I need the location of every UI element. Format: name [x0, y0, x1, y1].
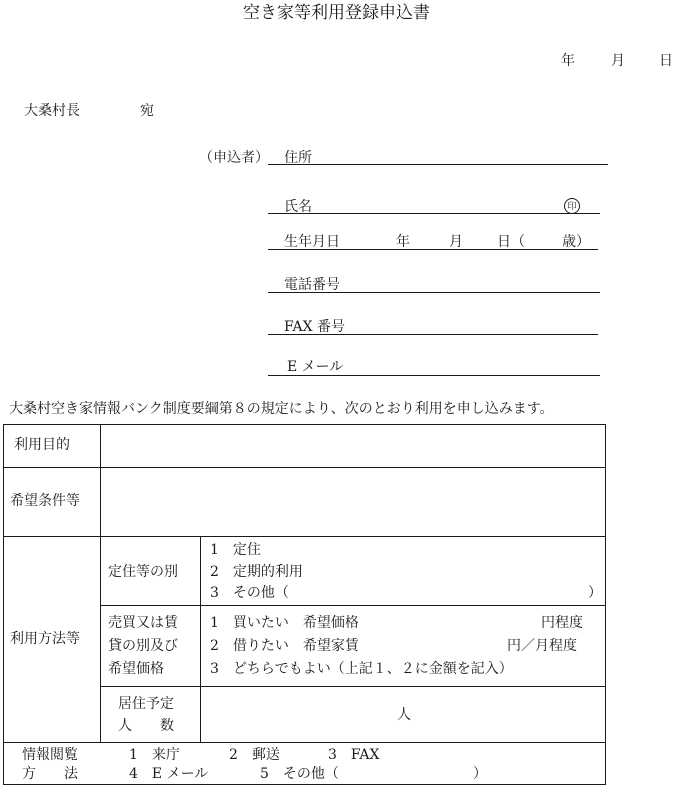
birthdate-label: 生年月日	[284, 234, 340, 250]
email-label: E メール	[287, 359, 344, 375]
sale-rent-label-line1: 売買又は賃	[108, 615, 178, 631]
residents-label-line2: 人 数	[118, 718, 174, 734]
birth-day-label: 日（	[497, 234, 525, 250]
sale-option-buy-unit: 円程度	[541, 615, 583, 631]
residence-type-label: 定住等の別	[108, 564, 178, 580]
purpose-input[interactable]	[101, 425, 604, 466]
name-field[interactable]	[268, 213, 600, 214]
viewing-option-fax[interactable]: 3 FAX	[328, 747, 380, 763]
sale-rent-label-line2: 貸の別及び	[108, 638, 178, 654]
usage-method-label: 利用方法等	[10, 631, 80, 647]
fax-label: FAX 番号	[284, 319, 346, 335]
addressee-name: 大桑村長	[24, 103, 80, 119]
residents-unit: 人	[397, 707, 411, 723]
viewing-option-other[interactable]: 5 その他（	[260, 766, 339, 782]
name-label: 氏名	[284, 199, 312, 215]
viewing-other-close: ）	[473, 766, 487, 782]
date-year-label: 年	[561, 53, 575, 69]
sale-option-rent-unit: 円／月程度	[507, 638, 577, 654]
date-day-label: 日	[659, 53, 673, 69]
sale-option-either[interactable]: 3 どちらでもよい（上記１、２に金額を記入）	[210, 661, 513, 677]
viewing-option-visit[interactable]: 1 来庁	[129, 747, 180, 763]
viewing-label-line1: 情報閲覧	[22, 747, 78, 763]
residence-option-settle[interactable]: 1 定住	[210, 542, 261, 558]
conditions-input[interactable]	[101, 468, 604, 535]
addressee-suffix: 宛	[140, 103, 154, 119]
birth-year-label: 年	[396, 234, 410, 250]
applicant-label: （申込者）	[199, 150, 269, 166]
sale-option-buy[interactable]: 1 買いたい 希望価格	[210, 615, 359, 631]
phone-label: 電話番号	[284, 277, 340, 293]
address-field[interactable]	[268, 164, 608, 165]
address-label: 住所	[284, 150, 312, 166]
intro-statement: 大桑村空き家情報バンク制度要綱第８の規定により、次のとおり利用を申し込みます。	[9, 401, 554, 417]
viewing-label-line2: 方 法	[22, 766, 78, 782]
phone-field[interactable]	[268, 292, 600, 293]
sale-rent-label-line3: 希望価格	[108, 661, 164, 677]
purpose-label: 利用目的	[14, 437, 70, 453]
residence-other-close: ）	[588, 585, 602, 601]
birth-month-label: 月	[449, 234, 463, 250]
seal-mark: 印	[564, 198, 580, 214]
date-month-label: 月	[611, 53, 625, 69]
conditions-label: 希望条件等	[10, 493, 80, 509]
viewing-option-email[interactable]: 4 E メール	[129, 766, 209, 782]
residence-option-periodic[interactable]: 2 定期的利用	[210, 564, 303, 580]
viewing-option-mail[interactable]: 2 郵送	[229, 747, 280, 763]
page-title: 空き家等利用登録申込書	[243, 3, 430, 23]
residents-label-line1: 居住予定	[118, 696, 174, 712]
fax-field[interactable]	[268, 334, 598, 335]
email-field[interactable]	[268, 375, 600, 376]
sale-option-rent[interactable]: 2 借りたい 希望家賃	[210, 638, 359, 654]
residence-option-other[interactable]: 3 その他（	[210, 585, 289, 601]
birthdate-field[interactable]	[268, 249, 598, 250]
birth-age-label: 歳）	[562, 234, 590, 250]
